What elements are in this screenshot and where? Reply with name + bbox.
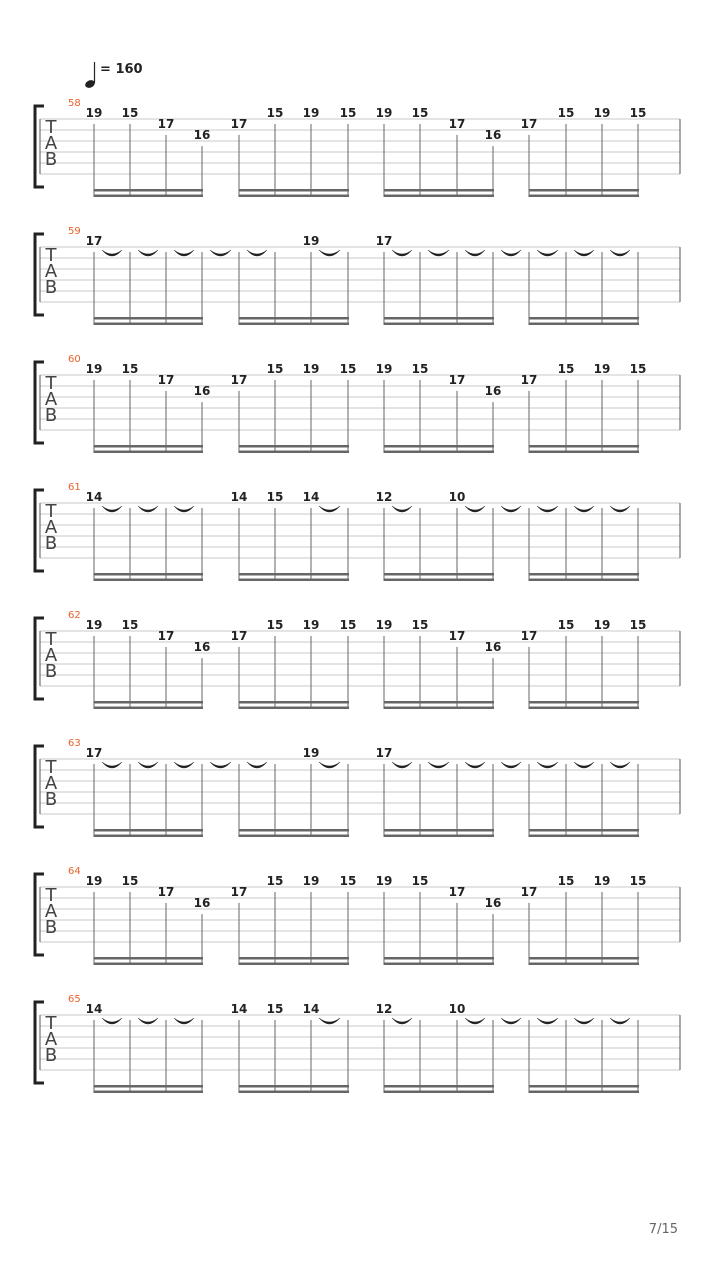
fret-number: 15 <box>557 362 575 376</box>
tie-arc <box>210 250 231 256</box>
fret-number: 19 <box>302 362 320 376</box>
fret-number: 17 <box>520 885 538 899</box>
measure-number: 61 <box>68 482 81 493</box>
fret-number: 12 <box>375 1002 393 1016</box>
tie-arc <box>319 506 340 512</box>
tie-arc <box>501 1018 521 1024</box>
beam <box>529 189 639 192</box>
tie-arc <box>392 250 412 256</box>
tie-arc <box>574 506 594 512</box>
beam <box>384 1085 494 1088</box>
beam <box>239 579 349 582</box>
tie-arc <box>465 250 485 256</box>
fret-number: 15 <box>266 874 284 888</box>
beam <box>94 963 203 966</box>
beam <box>94 1085 203 1088</box>
tie-arc <box>428 762 449 768</box>
fret-number: 19 <box>302 106 320 120</box>
tab-clef-letter: T <box>45 245 57 266</box>
tie-arc <box>610 1018 630 1024</box>
beam <box>529 963 639 966</box>
fret-number: 19 <box>375 874 393 888</box>
beam <box>529 957 639 960</box>
fret-number: 14 <box>230 490 248 504</box>
tie-arc <box>465 1018 485 1024</box>
fret-number: 19 <box>302 874 320 888</box>
tie-arc <box>102 250 122 256</box>
tie-arc <box>174 250 194 256</box>
fret-number: 14 <box>230 1002 248 1016</box>
tempo-bpm: 160 <box>115 62 143 77</box>
beam <box>384 189 494 192</box>
tab-clef-letter: A <box>44 773 58 794</box>
fret-number: 10 <box>448 490 466 504</box>
fret-number: 16 <box>484 640 502 654</box>
beam <box>384 829 494 832</box>
tab-clef-letter: A <box>44 389 58 410</box>
beam <box>94 707 203 710</box>
tab-clef-letter: T <box>45 501 57 522</box>
fret-number: 14 <box>85 490 103 504</box>
fret-number: 16 <box>484 896 502 910</box>
beam <box>94 701 203 704</box>
beam <box>239 963 349 966</box>
beam <box>384 323 494 326</box>
fret-number: 17 <box>230 885 248 899</box>
beam <box>239 829 349 832</box>
tab-clef-letter: A <box>44 1029 58 1050</box>
fret-number: 17 <box>448 885 466 899</box>
tab-clef-letter: T <box>45 117 57 138</box>
tie-arc <box>319 250 340 256</box>
beam <box>94 323 203 326</box>
fret-number: 16 <box>484 384 502 398</box>
beam <box>529 195 639 198</box>
fret-number: 19 <box>593 106 611 120</box>
beam <box>94 1091 203 1094</box>
fret-number: 15 <box>121 618 139 632</box>
beam <box>529 829 639 832</box>
fret-number: 12 <box>375 490 393 504</box>
fret-number: 17 <box>230 373 248 387</box>
beam <box>384 317 494 320</box>
fret-number: 17 <box>157 117 175 131</box>
beam <box>529 451 639 454</box>
fret-number: 15 <box>266 618 284 632</box>
beam <box>94 957 203 960</box>
fret-number: 16 <box>193 896 211 910</box>
beam <box>94 829 203 832</box>
tie-arc <box>537 762 558 768</box>
beam <box>239 317 349 320</box>
tie-arc <box>138 250 158 256</box>
beam <box>239 707 349 710</box>
tab-clef-letter: A <box>44 517 58 538</box>
tie-arc <box>610 506 630 512</box>
beam <box>94 189 203 192</box>
tab-clef-letter: T <box>45 373 57 394</box>
beam <box>529 579 639 582</box>
tie-arc <box>319 762 340 768</box>
beam <box>384 445 494 448</box>
tie-arc <box>501 250 521 256</box>
tab-clef-letter: A <box>44 645 58 666</box>
fret-number: 14 <box>85 1002 103 1016</box>
beam <box>239 195 349 198</box>
beam <box>529 1085 639 1088</box>
beam <box>384 579 494 582</box>
fret-number: 17 <box>448 629 466 643</box>
fret-number: 16 <box>193 384 211 398</box>
fret-number: 15 <box>339 362 357 376</box>
fret-number: 15 <box>121 874 139 888</box>
fret-number: 19 <box>593 362 611 376</box>
beam <box>384 195 494 198</box>
fret-number: 17 <box>85 234 103 248</box>
fret-number: 19 <box>85 362 103 376</box>
fret-number: 15 <box>266 106 284 120</box>
beam <box>94 451 203 454</box>
tab-clef-letter: T <box>45 885 57 906</box>
tab-clef-letter: B <box>44 277 58 298</box>
fret-number: 15 <box>411 874 429 888</box>
fret-number: 17 <box>230 117 248 131</box>
tab-clef-letter: T <box>45 757 57 778</box>
tab-clef-letter: T <box>45 1013 57 1034</box>
tab-clef-letter: A <box>44 261 58 282</box>
tie-arc <box>574 1018 594 1024</box>
fret-number: 17 <box>85 746 103 760</box>
fret-number: 15 <box>557 106 575 120</box>
tie-arc <box>247 762 267 768</box>
fret-number: 19 <box>593 618 611 632</box>
tie-arc <box>501 506 521 512</box>
tie-arc <box>537 250 558 256</box>
beam <box>529 573 639 576</box>
page-number: 7/15 <box>648 1222 678 1237</box>
fret-number: 19 <box>593 874 611 888</box>
beam <box>94 445 203 448</box>
tie-arc <box>574 250 594 256</box>
fret-number: 14 <box>302 490 320 504</box>
fret-number: 15 <box>266 362 284 376</box>
beam <box>94 835 203 838</box>
measure-number: 58 <box>68 98 81 109</box>
fret-number: 15 <box>339 106 357 120</box>
fret-number: 17 <box>448 117 466 131</box>
fret-number: 17 <box>520 629 538 643</box>
fret-number: 14 <box>302 1002 320 1016</box>
tie-arc <box>465 506 485 512</box>
fret-number: 16 <box>193 128 211 142</box>
measure-number: 60 <box>68 354 81 365</box>
fret-number: 19 <box>85 618 103 632</box>
beam <box>239 451 349 454</box>
tab-clef-letter: B <box>44 917 58 938</box>
fret-number: 17 <box>448 373 466 387</box>
beam <box>529 835 639 838</box>
fret-number: 17 <box>520 117 538 131</box>
fret-number: 15 <box>411 618 429 632</box>
fret-number: 15 <box>411 362 429 376</box>
tab-clef-letter: B <box>44 661 58 682</box>
beam <box>239 1091 349 1094</box>
beam <box>239 835 349 838</box>
beam <box>239 323 349 326</box>
beam <box>529 323 639 326</box>
beam <box>529 445 639 448</box>
fret-number: 17 <box>520 373 538 387</box>
beam <box>384 1091 494 1094</box>
tie-arc <box>174 1018 194 1024</box>
tab-clef-letter: B <box>44 1045 58 1066</box>
beam <box>239 573 349 576</box>
beam <box>94 195 203 198</box>
beam <box>384 835 494 838</box>
tie-arc <box>174 762 194 768</box>
beam <box>529 701 639 704</box>
beam <box>239 189 349 192</box>
measure-number: 65 <box>68 994 81 1005</box>
fret-number: 19 <box>302 746 320 760</box>
fret-number: 15 <box>266 490 284 504</box>
tie-arc <box>210 762 231 768</box>
fret-number: 15 <box>266 1002 284 1016</box>
tie-arc <box>610 250 630 256</box>
fret-number: 17 <box>375 746 393 760</box>
tab-clef-letter: B <box>44 533 58 554</box>
fret-number: 16 <box>193 640 211 654</box>
tie-arc <box>102 762 122 768</box>
tab-clef-letter: A <box>44 133 58 154</box>
fret-number: 15 <box>629 362 647 376</box>
tab-clef-letter: A <box>44 901 58 922</box>
beam <box>239 701 349 704</box>
tie-arc <box>174 506 194 512</box>
beam <box>384 701 494 704</box>
tie-arc <box>138 1018 158 1024</box>
fret-number: 19 <box>375 362 393 376</box>
tie-arc <box>465 762 485 768</box>
measure-number: 64 <box>68 866 81 877</box>
tie-arc <box>392 506 412 512</box>
fret-number: 19 <box>375 106 393 120</box>
fret-number: 19 <box>85 874 103 888</box>
measure-number: 62 <box>68 610 81 621</box>
beam <box>384 573 494 576</box>
beam <box>94 317 203 320</box>
fret-number: 10 <box>448 1002 466 1016</box>
beam <box>384 707 494 710</box>
fret-number: 16 <box>484 128 502 142</box>
tie-arc <box>537 506 558 512</box>
beam <box>529 707 639 710</box>
fret-number: 17 <box>157 373 175 387</box>
fret-number: 15 <box>339 874 357 888</box>
tie-arc <box>138 762 158 768</box>
tie-arc <box>501 762 521 768</box>
tie-arc <box>138 506 158 512</box>
fret-number: 15 <box>121 362 139 376</box>
fret-number: 17 <box>375 234 393 248</box>
beam <box>529 1091 639 1094</box>
fret-number: 15 <box>629 618 647 632</box>
tempo-equals: = <box>100 62 111 77</box>
beam <box>529 317 639 320</box>
tie-arc <box>102 506 122 512</box>
fret-number: 15 <box>629 106 647 120</box>
beam <box>94 573 203 576</box>
beam <box>239 957 349 960</box>
tab-clef-letter: B <box>44 405 58 426</box>
tie-arc <box>319 1018 340 1024</box>
beam <box>239 445 349 448</box>
beam <box>384 957 494 960</box>
fret-number: 15 <box>629 874 647 888</box>
fret-number: 19 <box>302 234 320 248</box>
beam <box>239 1085 349 1088</box>
fret-number: 17 <box>157 629 175 643</box>
tab-clef-letter: B <box>44 149 58 170</box>
tab-clef-letter: T <box>45 629 57 650</box>
fret-number: 17 <box>157 885 175 899</box>
beam <box>384 451 494 454</box>
fret-number: 19 <box>375 618 393 632</box>
tie-arc <box>574 762 594 768</box>
tie-arc <box>610 762 630 768</box>
fret-number: 15 <box>557 618 575 632</box>
beam <box>384 963 494 966</box>
fret-number: 15 <box>557 874 575 888</box>
fret-number: 19 <box>85 106 103 120</box>
tie-arc <box>392 762 412 768</box>
fret-number: 15 <box>411 106 429 120</box>
tie-arc <box>247 250 267 256</box>
beam <box>94 579 203 582</box>
tab-clef-letter: B <box>44 789 58 810</box>
measure-number: 59 <box>68 226 81 237</box>
fret-number: 15 <box>121 106 139 120</box>
tie-arc <box>102 1018 122 1024</box>
tie-arc <box>392 1018 412 1024</box>
fret-number: 15 <box>339 618 357 632</box>
tie-arc <box>537 1018 558 1024</box>
fret-number: 19 <box>302 618 320 632</box>
tie-arc <box>428 250 449 256</box>
measure-number: 63 <box>68 738 81 749</box>
fret-number: 17 <box>230 629 248 643</box>
